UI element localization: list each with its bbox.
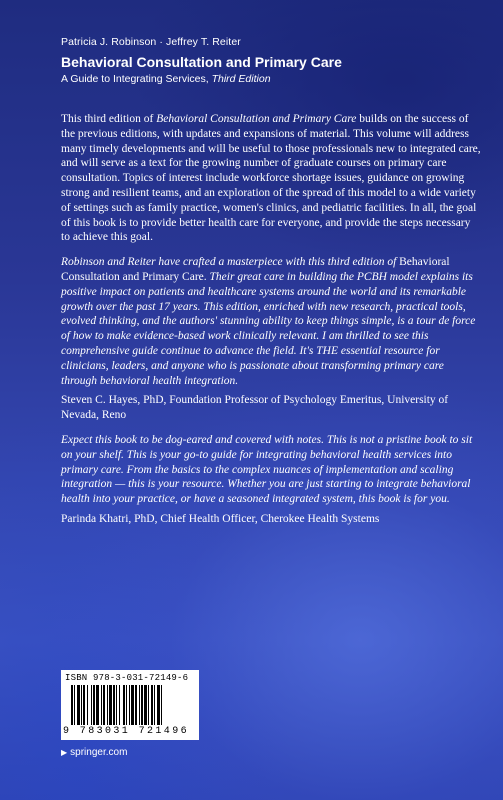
description-paragraph xyxy=(61,112,481,245)
description-text: This third edition of xyxy=(61,113,157,125)
endorsement-attribution-2: Parinda Khatri, PhD, Chief Health Officer, Cherokee Health Systems xyxy=(61,512,380,525)
book-subtitle xyxy=(61,72,481,86)
subtitle-main: A Guide to Integrating Services, xyxy=(61,73,212,85)
isbn-barcode xyxy=(61,670,199,740)
subtitle-edition: Third Edition xyxy=(211,73,271,85)
authors: Patricia J. Robinson · Jeffrey T. Reiter xyxy=(61,36,241,48)
endorsement-quote-1 xyxy=(61,255,481,388)
quote-1-text: Robinson and Reiter have crafted a masterpiece with this third edition of xyxy=(61,256,400,269)
publisher-url: springer.com xyxy=(70,747,128,758)
endorsement-attribution-1: Steven C. Hayes, PhD, Foundation Professor of Psychology Emeritus, University of Nevada, Reno xyxy=(61,394,449,422)
arrow-right-icon: ▶ xyxy=(61,748,68,757)
barcode-bars xyxy=(71,685,191,725)
blurb xyxy=(61,112,481,532)
isbn-label: ISBN 978-3-031-72149-6 xyxy=(65,673,189,683)
publisher-link[interactable] xyxy=(61,747,127,758)
description-text-rest: builds on the success of the previous editions, with updates and expansions of material. This volume will address many timely developments and will be useful to those professionals new to integrated care, and will serve as a text for the growing number of graduate courses on primary care consultation. Topics of interest include workforce shortage issues, guidance on growing strong and resilient teams, and an exploration of the spread of this model to a wide variety of settings such as family practice, women's clinics, and pediatric facilities. In all, the goal of this book is to provide better health care for everyone, and provide the steps necessary to achieve this goal. xyxy=(61,113,481,244)
back-cover-header xyxy=(61,35,481,86)
barcode-digits: 9 783031 721496 xyxy=(63,726,190,737)
endorsement-quote-2: Expect this book to be dog-eared and covered with notes. This is not a pristine book to sit on your shelf. This is your go-to guide for integrating behavioral health services into primary care. From the basics to the complex nuances of implementation and scaling integration — this is your resource. Whether you are just starting to integrate behavioral health into your practice, or have a seasoned integrated system, this book is for you. xyxy=(61,433,473,506)
description-book-title: Behavioral Consultation and Primary Care xyxy=(156,113,357,125)
quote-1-book-title: Behavioral Consultation and Primary Care. xyxy=(61,256,450,283)
quote-1-text-rest: Their great care in building the PCBH model explains its positive impact on patients and healthcare systems around the world and its remarkable growth over the past 17 years. This edition, enriched with new research, practical tools, evolved thinking, and the authors' stunning ability to keep things simple, is a tour de force of how to make evidence-based work clinically relevant. I am thrilled to see this comprehensive guide continue to advance the field. It's THE essential resource for clinicians, leaders, and anyone who is passionate about transforming primary care through behavioral health integration. xyxy=(61,270,476,387)
book-title: Behavioral Consultation and Primary Care xyxy=(61,54,342,70)
